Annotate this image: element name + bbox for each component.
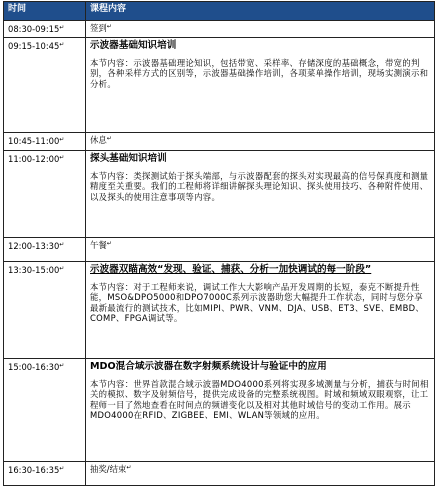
header-row	[4, 2, 435, 21]
schedule-table	[3, 1, 435, 486]
session-description: 本节内容：世界首款混合域示波器MDO4000系列将实现多域测量与分析，捕获与时间相关的模拟、数字及射频信号，提供完成设备的完整系统视图。时域和频域双眼观察，让工程师一目了然地查看在时间点的频谱变化以及相对其他时域信号的变动工作用。展示MDO4000在RFID、ZIGBEE、EMI、WLAN等领域的应用。	[90, 378, 429, 421]
table-row	[4, 38, 435, 133]
row-text: 午餐↵	[86, 238, 435, 262]
table-row	[4, 151, 435, 238]
table-row	[4, 21, 435, 38]
session-title: MDO混合域示波器在数字射频系统设计与验证中的应用	[90, 361, 327, 372]
table-row	[4, 359, 435, 462]
row-session	[86, 151, 435, 238]
row-time: 09:15-10:45↵	[4, 38, 86, 133]
row-session	[86, 38, 435, 133]
row-time: 16:30-16:35↵	[4, 462, 86, 486]
table-row	[4, 238, 435, 262]
row-time: 13:30-15:00↵	[4, 262, 86, 359]
row-text: 抽奖/结束↵	[86, 462, 435, 486]
header-content: 课程内容	[86, 2, 435, 21]
row-text: 签到↵	[86, 21, 435, 38]
header-time: 时间	[4, 2, 86, 21]
session-title: 示波器基础知识培训	[90, 40, 177, 51]
row-time: 15:00-16:30↵	[4, 359, 86, 462]
row-session	[86, 262, 435, 359]
session-description: 本节内容：类探测试始于探头端部，与示波器配套的探头对实现最高的信号保真度和测量精度至关重要。我们的工程师将详细讲解探头理论知识、探头使用技巧、各种附件使用、以及探头的使用注意事项等内容。	[90, 170, 429, 202]
session-description: 本节内容：示波器基础理论知识，包括带宽、采样率、存储深度的基础概念，带宽的判别，各种采样方式的区别等，示波器基础操作培训，各项菜单操作培训，现场实测演示和分析。	[90, 57, 429, 89]
row-time: 12:00-13:30↵	[4, 238, 86, 262]
table-row	[4, 462, 435, 486]
table-row	[4, 262, 435, 359]
session-title: 探头基础知识培训	[90, 153, 167, 164]
session-description: 本节内容：对于工程师来说，调试工作大大影响产品开发周期的长短，泰克不断提升性能，MSO&DPO5000和DPO7000C系列示波器助您大幅提升工作状态，同时与您分享最新最流行的测试技术，比如MIPI、PWR、VNM、DJA、USB、ET3、SVE、EMBD、COMP、FPGA调试等。	[90, 281, 425, 324]
row-session	[86, 359, 435, 462]
session-title: 示波器双瞄高效“发现、验证、捕获、分析一加快调试的每一阶段”	[90, 264, 372, 275]
table-row	[4, 133, 435, 151]
row-time: 08:30-09:15↵	[4, 21, 86, 38]
row-time: 10:45-11:00↵	[4, 133, 86, 151]
row-text: 休息↵	[86, 133, 435, 151]
row-time: 11:00-12:00↵	[4, 151, 86, 238]
